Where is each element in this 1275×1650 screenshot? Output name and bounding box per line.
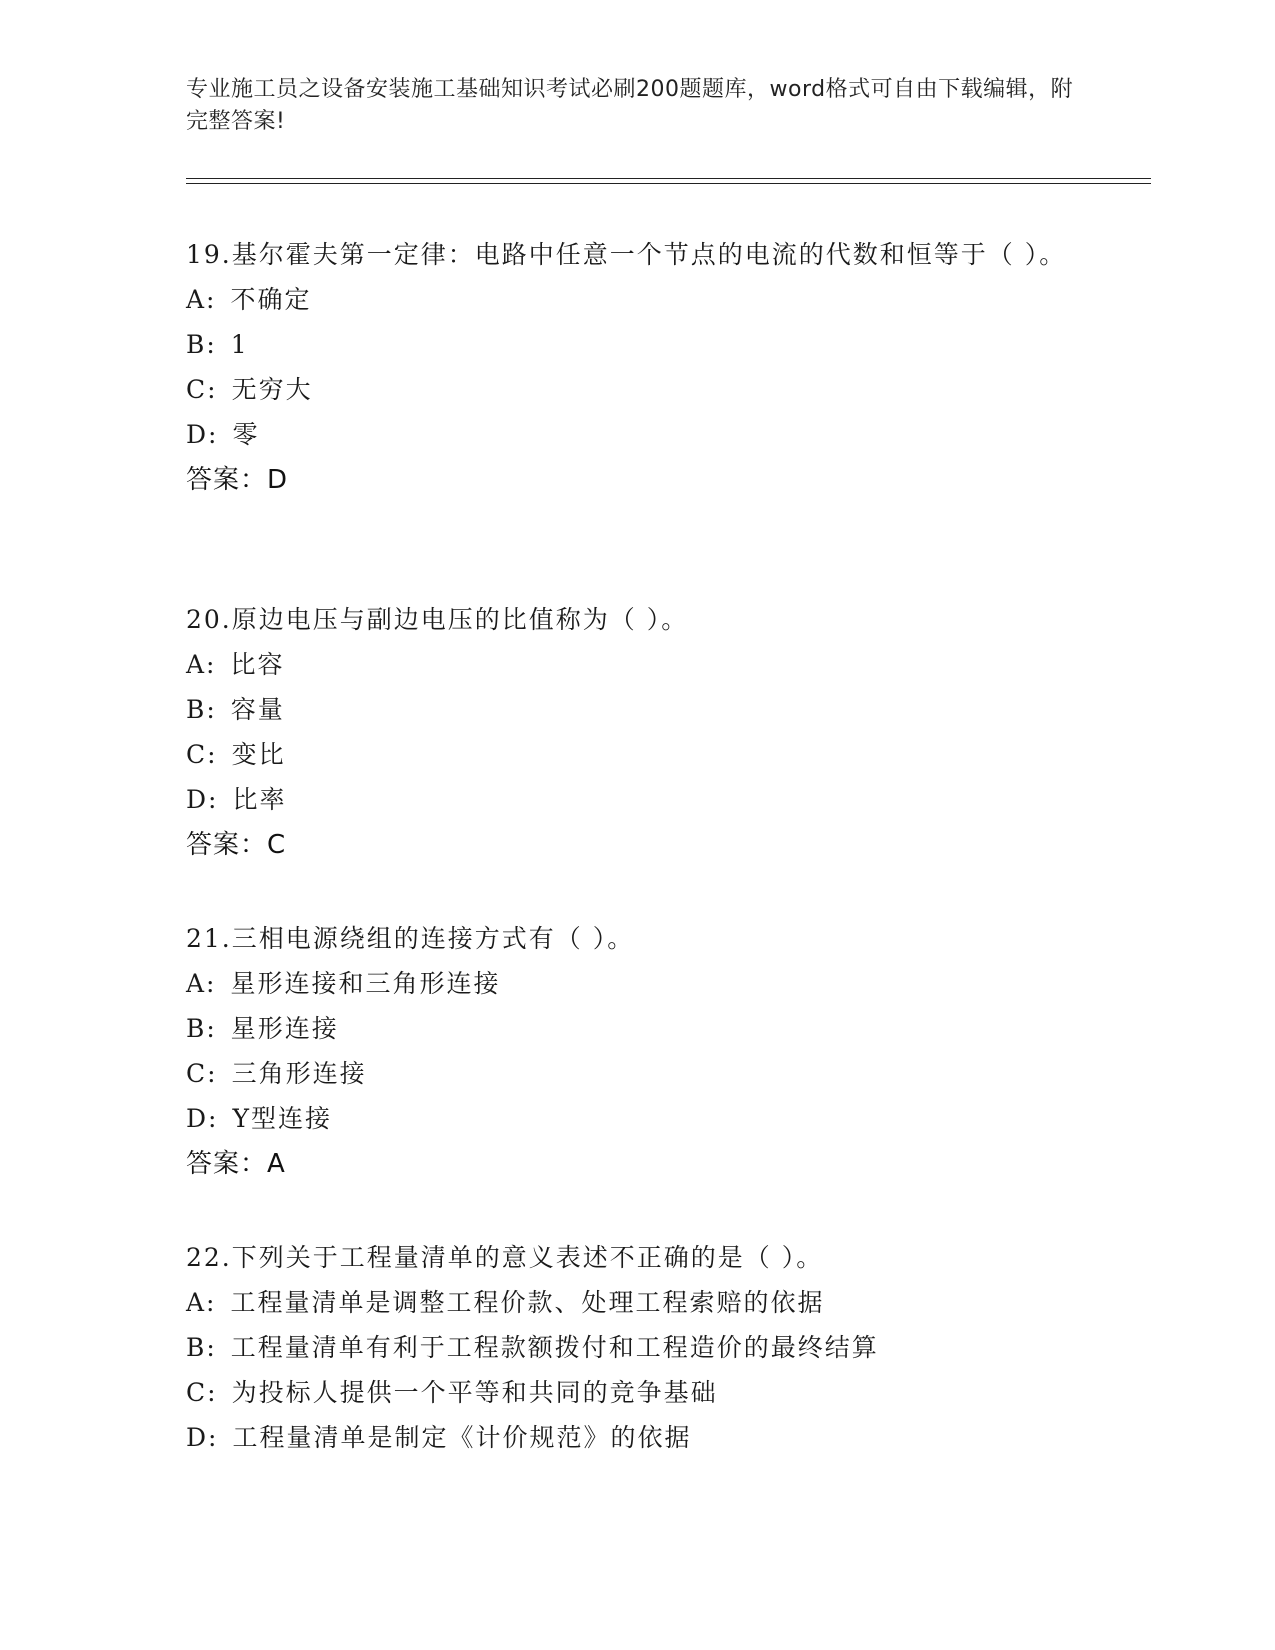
answer-line: 答案：D bbox=[186, 465, 289, 495]
question-number: 19. bbox=[186, 240, 232, 269]
option-a bbox=[186, 961, 1086, 1006]
option-value: 比容 bbox=[230, 650, 285, 679]
option-key: D: bbox=[186, 1423, 219, 1452]
question-text: 下列关于工程量清单的意义表述不正确的是（ ）。 bbox=[231, 1243, 824, 1272]
option-value: 变比 bbox=[231, 740, 286, 769]
option-value: 为投标人提供一个平等和共同的竞争基础 bbox=[231, 1378, 718, 1407]
option-b bbox=[186, 687, 1086, 732]
option-value: Y型连接 bbox=[232, 1104, 332, 1133]
option-d bbox=[186, 1415, 1086, 1460]
option-key: D: bbox=[186, 1104, 219, 1133]
option-key: A: bbox=[186, 650, 217, 679]
question-number: 22. bbox=[186, 1243, 232, 1272]
answer-line: 答案：C bbox=[186, 830, 287, 860]
option-d bbox=[186, 1096, 1086, 1141]
option-key: A: bbox=[186, 1288, 217, 1317]
option-key: C: bbox=[186, 375, 218, 404]
answer-line: 答案：A bbox=[186, 1149, 286, 1179]
option-key: B: bbox=[186, 695, 217, 724]
question-stem bbox=[186, 232, 1086, 277]
option-value: 1 bbox=[230, 330, 249, 359]
option-value: 三角形连接 bbox=[231, 1059, 367, 1088]
option-value: 工程量清单是制定《计价规范》的依据 bbox=[232, 1423, 692, 1452]
option-key: B: bbox=[186, 1014, 217, 1043]
header-rule-bottom bbox=[186, 183, 1151, 184]
option-key: D: bbox=[186, 785, 219, 814]
option-value: 工程量清单是调整工程价款、处理工程索赔的依据 bbox=[230, 1288, 825, 1317]
option-value: 无穷大 bbox=[231, 375, 313, 404]
option-c bbox=[186, 1370, 1086, 1415]
question-number: 20. bbox=[186, 605, 232, 634]
option-key: A: bbox=[186, 969, 217, 998]
option-value: 星形连接 bbox=[230, 1014, 339, 1043]
question-text: 三相电源绕组的连接方式有（ ）。 bbox=[231, 924, 635, 953]
option-b bbox=[186, 1006, 1086, 1051]
document-header: 专业施工员之设备安装施工基础知识考试必刷200题题库，word格式可自由下载编辑，附完整答案! bbox=[186, 77, 1074, 134]
question-stem bbox=[186, 1235, 1086, 1280]
option-key: B: bbox=[186, 1333, 217, 1362]
question-number: 21. bbox=[186, 924, 232, 953]
option-b bbox=[186, 1325, 1086, 1370]
option-value: 不确定 bbox=[230, 285, 312, 314]
option-value: 星形连接和三角形连接 bbox=[230, 969, 501, 998]
question-19 bbox=[186, 232, 1086, 503]
header-rule-top bbox=[186, 178, 1151, 179]
option-value: 工程量清单有利于工程款额拨付和工程造价的最终结算 bbox=[230, 1333, 879, 1362]
question-22 bbox=[186, 1235, 1086, 1460]
question-21 bbox=[186, 916, 1086, 1187]
option-a bbox=[186, 277, 1086, 322]
question-text: 基尔霍夫第一定律：电路中任意一个节点的电流的代数和恒等于（ ）。 bbox=[231, 240, 1067, 269]
option-d bbox=[186, 777, 1086, 822]
option-key: B: bbox=[186, 330, 217, 359]
option-c bbox=[186, 1051, 1086, 1096]
option-key: C: bbox=[186, 1378, 218, 1407]
option-c bbox=[186, 732, 1086, 777]
option-c bbox=[186, 367, 1086, 412]
option-d bbox=[186, 412, 1086, 457]
option-b bbox=[186, 322, 1086, 367]
question-20 bbox=[186, 597, 1086, 868]
question-text: 原边电压与副边电压的比值称为（ ）。 bbox=[231, 605, 689, 634]
question-stem bbox=[186, 916, 1086, 961]
option-a bbox=[186, 1280, 1086, 1325]
option-value: 零 bbox=[232, 420, 260, 449]
option-key: C: bbox=[186, 1059, 218, 1088]
option-a bbox=[186, 642, 1086, 687]
option-value: 比率 bbox=[232, 785, 287, 814]
option-key: D: bbox=[186, 420, 219, 449]
option-key: A: bbox=[186, 285, 217, 314]
question-stem bbox=[186, 597, 1086, 642]
option-value: 容量 bbox=[230, 695, 285, 724]
option-key: C: bbox=[186, 740, 218, 769]
